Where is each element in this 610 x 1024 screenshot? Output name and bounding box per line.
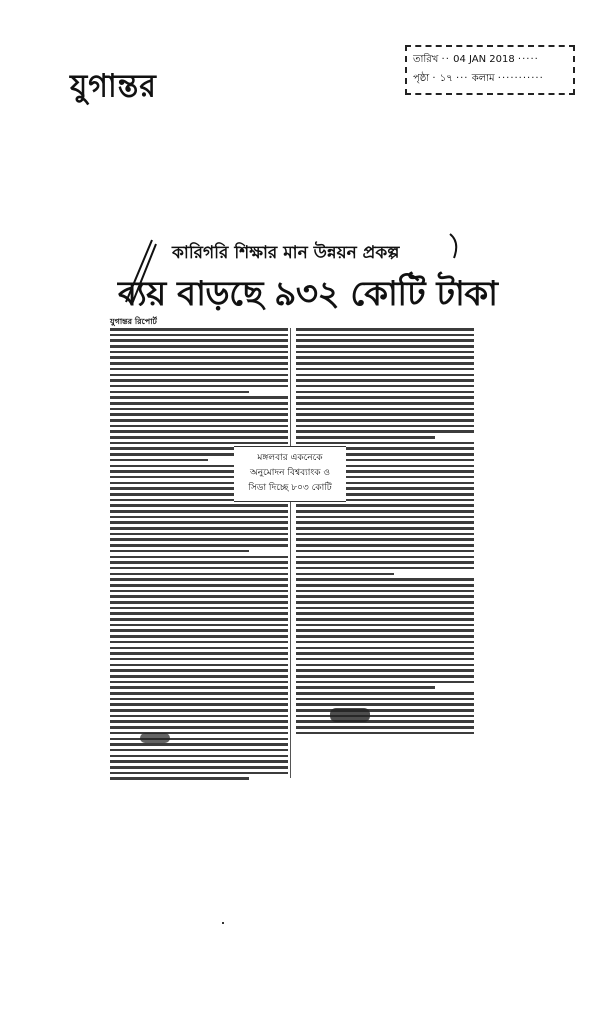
- stamp-date-row: তারিখ ·· 04 JAN 2018 ·····: [413, 54, 539, 65]
- ink-smudge: [140, 733, 170, 743]
- pull-quote-line-1: মঙ্গলবার একনেকে: [257, 453, 323, 463]
- article-column-right: [296, 328, 474, 783]
- article-column-left: [110, 328, 288, 783]
- pull-quote-line-2: অনুমোদন বিশ্বব্যাংক ও: [250, 468, 330, 478]
- column-divider: [290, 328, 291, 778]
- ink-smudge: [330, 708, 370, 722]
- pull-quote: [234, 446, 346, 502]
- stamp-page-row: পৃষ্ঠা · ১৭ ··· কলাম ···········: [413, 73, 544, 84]
- date-stamp: [405, 45, 575, 95]
- article-byline: যুগান্তর রিপোর্ট: [110, 317, 157, 326]
- stamp-date-label: তারিখ: [413, 54, 439, 65]
- speck: [222, 922, 224, 924]
- article-kicker: কারিগরি শিক্ষার মান উন্নয়ন প্রকল্প: [172, 243, 400, 263]
- stamp-page-value: ১৭: [439, 73, 453, 84]
- masthead: যুগান্তর: [70, 68, 157, 105]
- curl-mark-icon: [446, 232, 466, 262]
- stamp-date-value: 04 JAN 2018: [453, 54, 515, 65]
- pull-quote-line-3: সিডা দিচ্ছে ৮০৩ কোটি: [248, 483, 332, 493]
- stamp-column-label: কলাম: [471, 73, 495, 84]
- article-headline: ব্যয় বাড়ছে ৯৩২ কোটি টাকা: [118, 274, 498, 314]
- news-clipping: [100, 228, 498, 783]
- stamp-page-label: পৃষ্ঠা: [413, 73, 430, 84]
